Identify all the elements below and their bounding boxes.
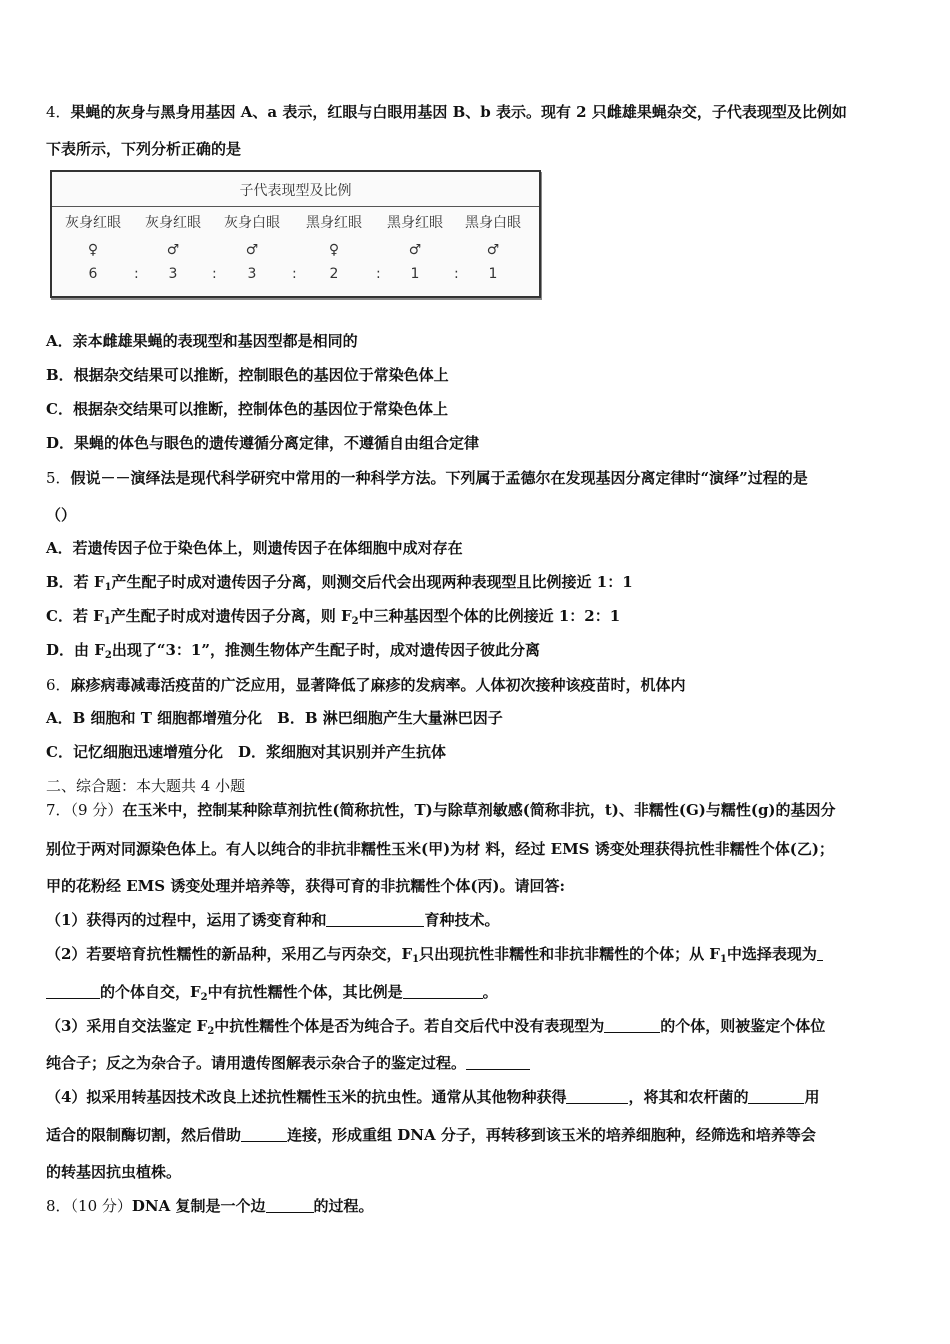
answer-blank[interactable]: [604, 1018, 660, 1033]
q5-option-b: B．若 $F_1$产生配子时成对遗传因子分离，则测交后代会出现两种表现型且比例接近 1：1: [46, 573, 633, 593]
q6-options-cd: C．记忆细胞迅速增殖分化 D．浆细胞对其识别并产生抗体: [46, 743, 446, 761]
q7-part4-line1: （4）拟采用转基因技术改良上述抗性糯性玉米的抗虫性。通常从其他物种获得 ，将其和农杆菌的 用: [46, 1088, 820, 1106]
q7-part1: （1）获得丙的过程中，运用了诱变育种和 育种技术。: [46, 911, 500, 929]
sex-symbol: ♂: [408, 242, 422, 258]
table-header: 灰身红眼: [145, 215, 201, 231]
table-caption: 子代表现型及比例: [239, 183, 352, 199]
q7-line3: 甲的花粉经 EMS 诱变处理并培养等，获得可育的非抗糯性个体(丙)。请回答:: [46, 877, 566, 895]
answer-blank[interactable]: [817, 946, 823, 961]
q7-part4-line2: 适合的限制酶切割，然后借助 连接，形成重组 DNA 分子，再转移到该玉米的培养细胞种，经筛选和培养等会: [46, 1126, 816, 1144]
answer-blank[interactable]: [241, 1127, 287, 1142]
sex-symbol: ♀: [328, 242, 340, 258]
table-sex-row: [52, 242, 539, 258]
answer-blank[interactable]: [326, 912, 424, 927]
q5-line2: （）: [46, 506, 77, 524]
table-header: 黑身白眼: [465, 215, 521, 231]
q6-options-ab: A．B 细胞和 T 细胞都增殖分化 B．B 淋巴细胞产生大量淋巴因子: [46, 709, 503, 727]
q5-option-c: C．若 $F_1$产生配子时成对遗传因子分离，则 $F_2$中三种基因型个体的比例接近 1：2：1: [46, 607, 621, 627]
sex-symbol: ♂: [245, 242, 259, 258]
q7-part2-line1: （2）若要培育抗性糯性的新品种，采用乙与丙杂交，$F_1$只出现抗性非糯性和非抗非糯性的个体；从 $F_1$中选择表现为: [46, 944, 912, 964]
answer-blank[interactable]: [566, 1089, 628, 1104]
q6-stem: 6．麻疹病毒减毒活疫苗的广泛应用，显著降低了麻疹的发病率。人体初次接种该疫苗时，机体内: [46, 676, 686, 694]
ratio-value: 3: [168, 266, 178, 282]
q4-option-b: B．根据杂交结果可以推断，控制眼色的基因位于常染色体上: [46, 366, 449, 384]
ratio-value: 1: [488, 266, 498, 282]
section-2-heading: 二、综合题：本大题共 4 小题: [46, 777, 246, 795]
table-header: 黑身红眼: [306, 215, 362, 231]
q7-part3-line2: 纯合子；反之为杂合子。请用遗传图解表示杂合子的鉴定过程。: [46, 1053, 912, 1073]
ratio-value: 2: [329, 266, 339, 282]
q5-line1: 5．假说－－演绎法是现代科学研究中常用的一种科学方法。下列属于孟德尔在发现基因分离定律时“演绎”过程的是: [46, 469, 808, 487]
table-header: 黑身红眼: [387, 215, 443, 231]
ratio-value: 6: [88, 266, 98, 282]
table-header: 灰身红眼: [65, 215, 121, 231]
q4-option-a: A．亲本雌雄果蝇的表现型和基因型都是相同的: [46, 332, 358, 350]
answer-blank[interactable]: [466, 1055, 530, 1070]
answer-blank[interactable]: [266, 1198, 314, 1213]
q4-line2: 下表所示，下列分析正确的是: [46, 140, 242, 158]
sex-symbol: ♂: [166, 242, 180, 258]
q7-line2: 别位于两对同源染色体上。有人以纯合的非抗非糯性玉米(甲)为材 料，经过 EMS 诱变处理获得抗性非糯性个体(乙)；: [46, 840, 834, 858]
answer-blank[interactable]: [748, 1089, 804, 1104]
answer-blank[interactable]: [403, 984, 483, 999]
q5-number: 5．: [46, 469, 71, 487]
q4-option-d: D．果蝇的体色与眼色的遗传遵循分离定律，不遵循自由组合定律: [46, 434, 480, 452]
q4-line1: 4．果蝇的灰身与黑身用基因 A、a 表示，红眼与白眼用基因 B、b 表示。现有 2 只雌雄果蝇杂交，子代表现型及比例如: [46, 103, 847, 121]
phenotype-table: [50, 170, 541, 298]
q4-number: 4．: [46, 103, 71, 121]
table-header: 灰身白眼: [224, 215, 280, 231]
ratio-value: 3: [247, 266, 257, 282]
q6-number: 6．: [46, 676, 71, 694]
q8-number: 8．（10 分）: [46, 1197, 132, 1215]
q8-line: 8．（10 分）DNA 复制是一个边 的过程。: [46, 1197, 374, 1215]
sex-symbol: ♂: [486, 242, 500, 258]
answer-blank[interactable]: [46, 984, 100, 999]
q7-part4-line3: 的转基因抗虫植株。: [46, 1163, 182, 1181]
q4-option-c: C．根据杂交结果可以推断，控制体色的基因位于常染色体上: [46, 400, 448, 418]
q7-part2-line2: 的个体自交，$F_2$中有抗性糯性个体，其比例是 。: [46, 982, 912, 1002]
table-ratio-row: 6 : 3 : 3 : 2 : 1 : 1: [52, 266, 539, 282]
table-header-row: [52, 212, 539, 232]
q7-part3-line1: （3）采用自交法鉴定 $F_2$中抗性糯性个体是否为纯合子。若自交后代中没有表现型为 的个体，则被鉴定个体位: [46, 1017, 826, 1037]
q5-option-a: A．若遗传因子位于染色体上，则遗传因子在体细胞中成对存在: [46, 539, 463, 557]
table-rule: [52, 206, 539, 207]
sex-symbol: ♀: [87, 242, 99, 258]
q7-line1: 7．（9 分）在玉米中，控制某种除草剂抗性(简称抗性，T)与除草剂敏感(简称非抗，t)、非糯性(G)与糯性(g)的基因分: [46, 801, 836, 819]
q5-option-d: D．由 $F_2$出现了“3：1”，推测生物体产生配子时，成对遗传因子彼此分离: [46, 641, 540, 661]
ratio-value: 1: [410, 266, 420, 282]
q7-number: 7．（9 分）: [46, 801, 123, 819]
